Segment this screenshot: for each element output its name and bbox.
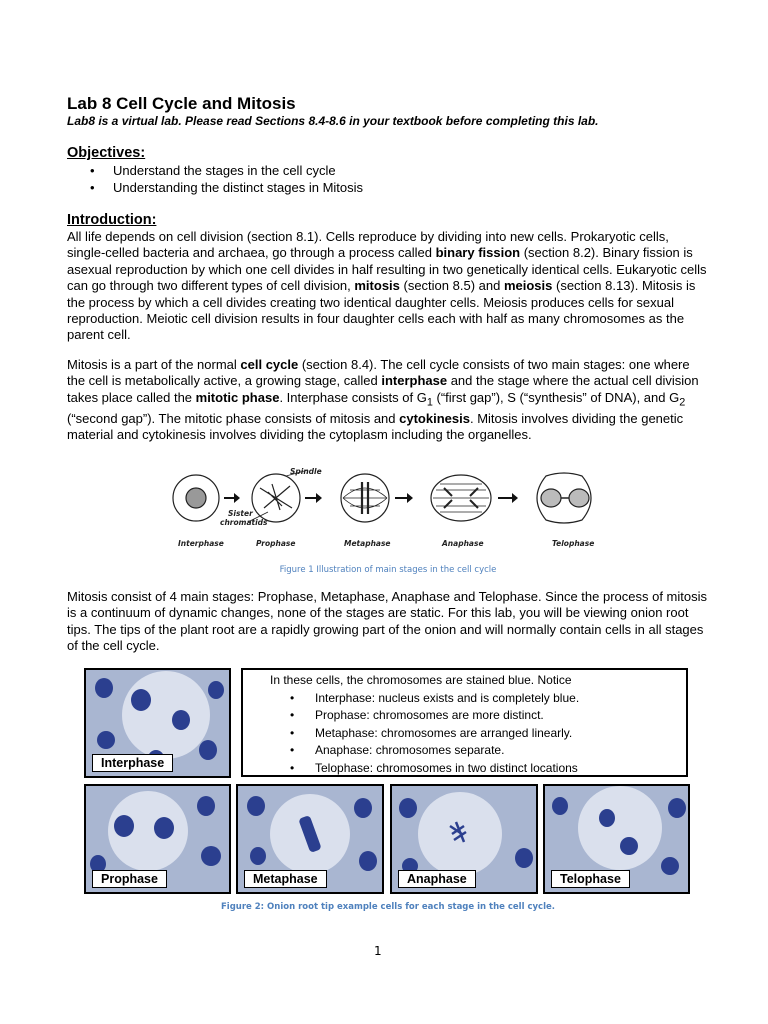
interphase-nucleus	[186, 488, 206, 508]
stage-label: Prophase	[256, 539, 296, 548]
figure2-caption: Figure 2: Onion root tip example cells for each stage in the cell cycle.	[221, 902, 555, 912]
annotation-sister: Sister	[228, 509, 253, 518]
micrograph-metaphase	[236, 784, 384, 894]
label-prophase: Prophase	[92, 870, 167, 888]
micrograph-telophase	[543, 784, 690, 894]
arrow-icon	[224, 493, 240, 503]
list-item: • Understand the stages in the cell cycle	[90, 162, 363, 179]
list-item: • Interphase: nucleus exists and is completely blue.	[290, 690, 686, 708]
list-item: • Anaphase: chromosomes separate.	[290, 742, 686, 760]
metaphase-spindle	[343, 488, 387, 508]
arrow-icon	[498, 493, 518, 503]
notes-box	[241, 668, 688, 777]
anaphase-spindle	[433, 484, 489, 512]
page-title: Lab 8 Cell Cycle and Mitosis	[67, 94, 296, 113]
objectives-list	[90, 162, 363, 196]
paragraph-3: Mitosis consist of 4 main stages: Prophase, Metaphase, Anaphase and Telophase. Since the process of mitosis is a continuum of dynamic changes, none of the stages are static. For this lab, you will be viewing onion root tips. The tips of the plant root are a rapidly growing part of the onion and will normally contain cells in all stages of the cell cycle.	[67, 589, 708, 654]
stage-label: Telophase	[552, 539, 595, 548]
cell-cycle-diagram	[168, 462, 608, 554]
label-anaphase: Anaphase	[398, 870, 476, 888]
stage-label: Metaphase	[344, 539, 391, 548]
annotation-spindle: Spindle	[290, 467, 322, 476]
arrow-icon	[395, 493, 413, 503]
prophase-chromosomes	[260, 484, 292, 510]
arrow-icon	[305, 493, 322, 503]
notes-list	[270, 690, 686, 778]
intro-paragraph-1: All life depends on cell division (section 8.1). Cells reproduce by dividing into new cells. Prokaryotic cells, single-celled bacteria and archaea, go through a process called binary fission (section 8.2). Binary fission is asexual reproduction by which one cell divides in half resulting in two genetically identical cells. Eukaryotic cells can go through two different types of cell division, mitosis (section 8.5) and meiosis (section 8.13). Mitosis is the process by which a cell divides creating two identical daughter cells. Meiosis produces cells for sexual reproduction. Meiotic cell division results in four daughter cells each with half as many chromosomes as the parent cell.	[67, 229, 707, 343]
figure1-caption: Figure 1 Illustration of main stages in the cell cycle	[279, 565, 497, 575]
stage-label: Anaphase	[442, 539, 484, 548]
intro-paragraph-2: Mitosis is a part of the normal cell cycle (section 8.4). The cell cycle consists of two main stages: one where the cell is metabolically active, a growing stage, called interphase and the stage where the actual cell division takes place called the mitotic phase. Interphase consists of $G_1$ (“first gap”), S (“synthesis” of DNA), and $G_2$ (“second gap”). The mitotic phase consists of mitosis and cytokinesis. Mitosis involves dividing the genetic material and cytokinesis involves dividing the cytoplasm including the organelles.	[67, 357, 699, 443]
label-interphase: Interphase	[92, 754, 173, 772]
list-item: • Metaphase: chromosomes are arranged linearly.	[290, 725, 686, 743]
stage-label: Interphase	[178, 539, 224, 548]
telophase-nucleus-right	[569, 489, 589, 507]
micrograph-interphase	[84, 668, 231, 778]
micrograph-prophase	[84, 784, 231, 894]
list-item: • Telophase: chromosomes in two distinct locations	[290, 760, 686, 778]
list-item: • Understanding the distinct stages in Mitosis	[90, 179, 363, 196]
list-item: • Prophase: chromosomes are more distinct.	[290, 707, 686, 725]
annotation-chromatids: chromatids	[220, 518, 268, 527]
objectives-heading: Objectives:	[67, 145, 146, 161]
page-number: 1	[374, 944, 382, 958]
subtitle: Lab8 is a virtual lab. Please read Sections 8.4-8.6 in your textbook before completing this lab.	[67, 114, 599, 128]
telophase-nucleus-left	[541, 489, 561, 507]
micrograph-anaphase	[390, 784, 538, 894]
label-telophase: Telophase	[551, 870, 630, 888]
label-metaphase: Metaphase	[244, 870, 327, 888]
notes-intro: In these cells, the chromosomes are stained blue. Notice	[270, 673, 572, 687]
introduction-heading: Introduction:	[67, 212, 157, 228]
